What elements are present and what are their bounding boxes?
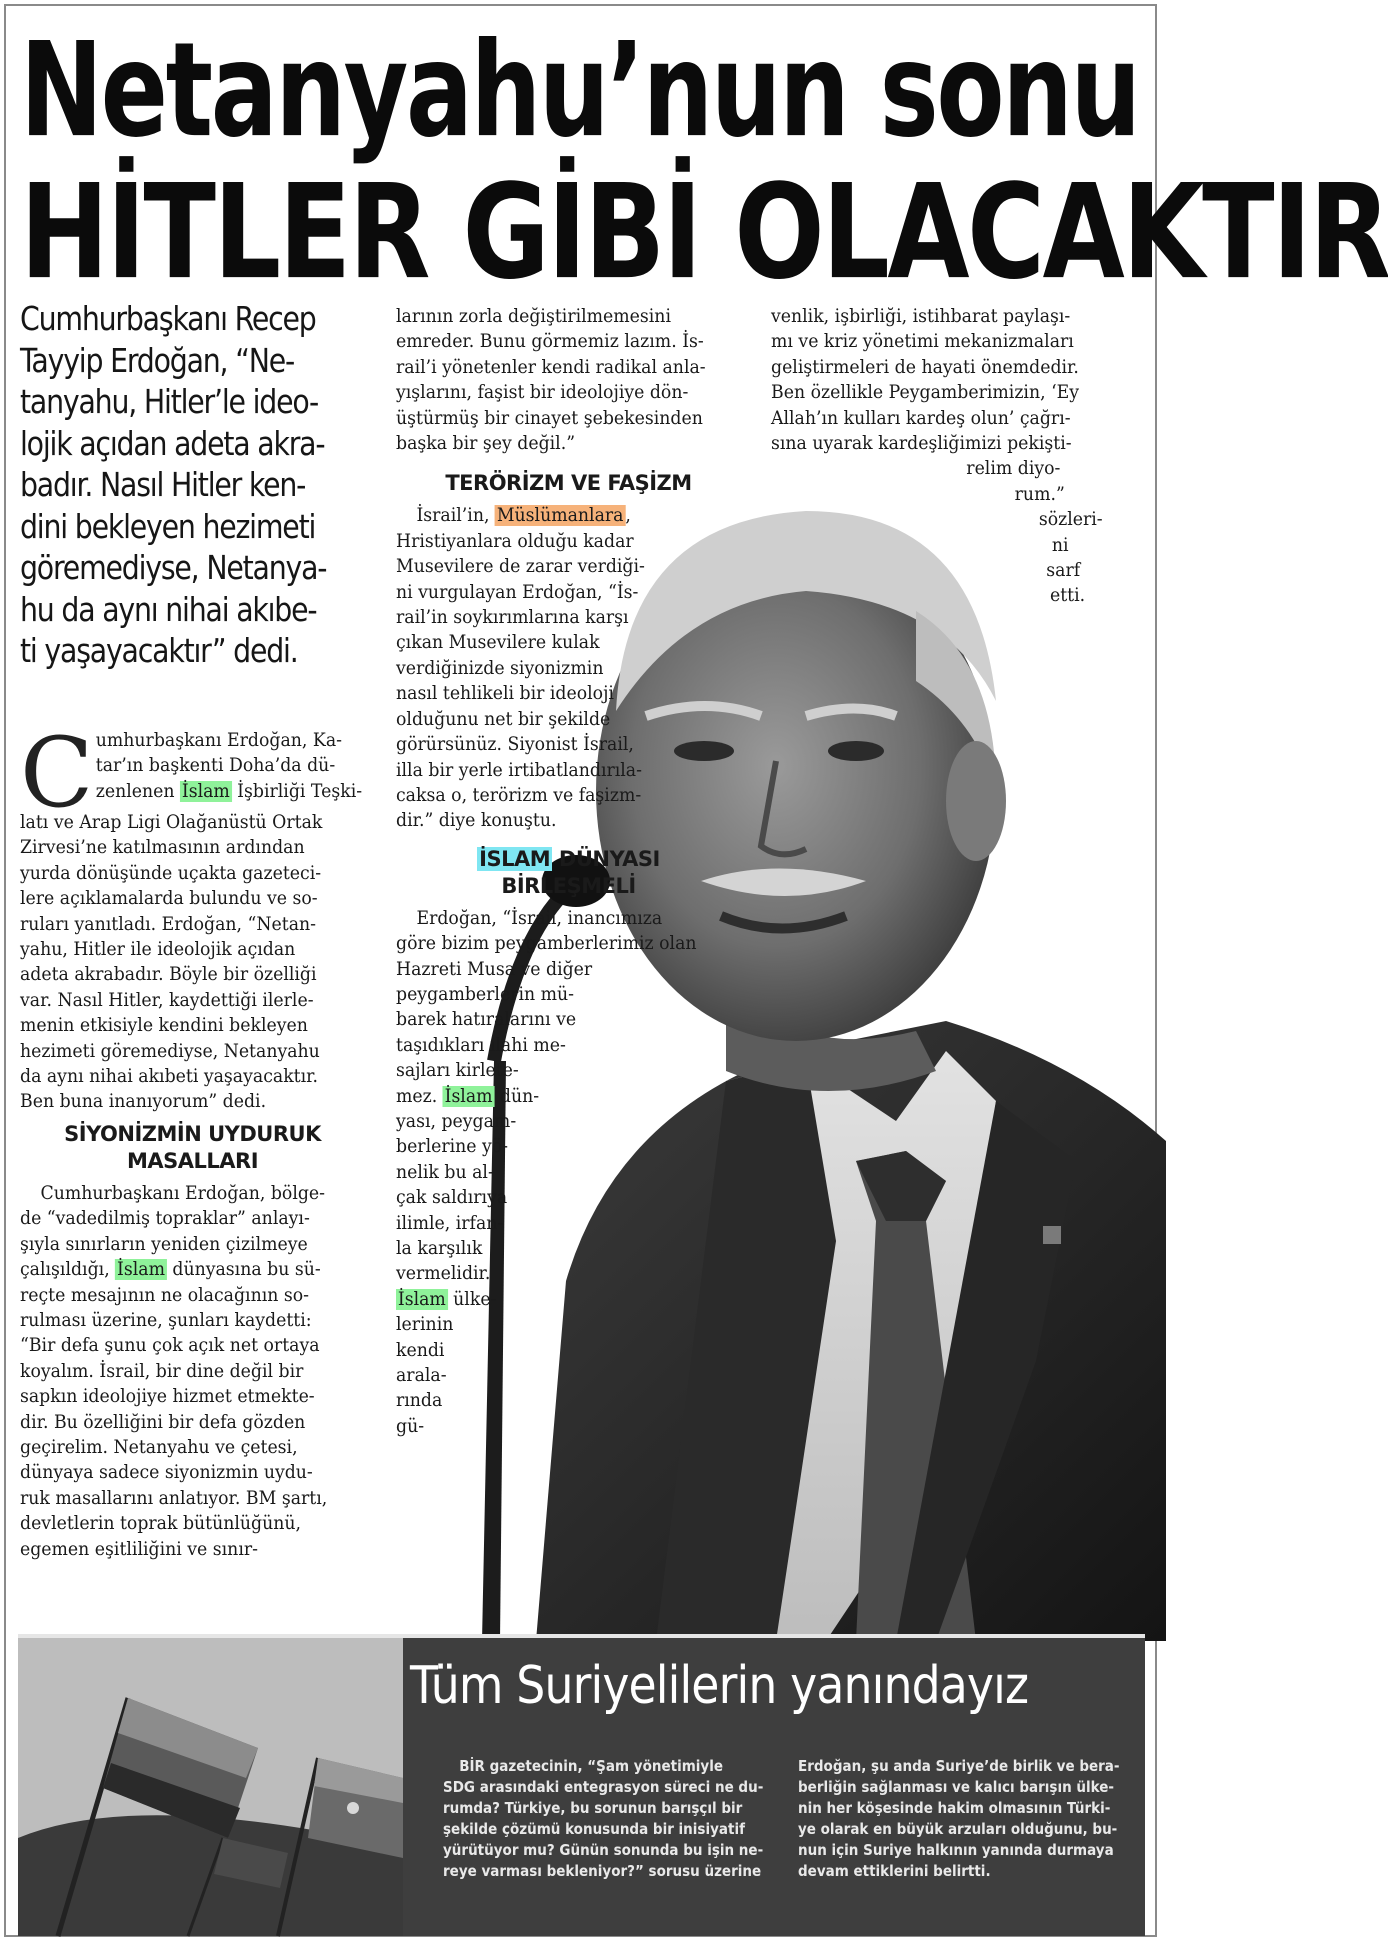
body-line: gü- bbox=[396, 1415, 425, 1437]
body-line: barek hatıralarını ve bbox=[396, 1009, 577, 1031]
body-line: ruk masallarını anlatıyor. BM şartı, bbox=[20, 1487, 328, 1509]
body-line: berliğin sağlanması ve kalıcı barışın ülke- bbox=[798, 1778, 1115, 1796]
body-line: başka bir şey değil.” bbox=[396, 433, 576, 455]
body-line: dir. Bu özelliğini bir defa gözden bbox=[20, 1411, 306, 1433]
lead-paragraph bbox=[20, 298, 380, 672]
article-column-3 bbox=[771, 304, 1133, 609]
body-line: şıyla sınırların yeniden çizilmeye bbox=[20, 1233, 308, 1255]
body-line: kendi bbox=[396, 1339, 445, 1361]
lead-line: lojik açıdan adeta akra- bbox=[20, 423, 325, 463]
body-line: Allah’ın kulları kardeş olun’ çağrı- bbox=[771, 407, 1071, 429]
drop-cap: C bbox=[20, 717, 94, 829]
body-line: da aynı nihai akıbeti yaşayacaktır. bbox=[20, 1066, 319, 1088]
body-line: arala- bbox=[396, 1365, 447, 1387]
body-line: sözleri- bbox=[1038, 509, 1103, 531]
body-line: İslam ülke- bbox=[397, 1288, 497, 1310]
body-line: adeta akrabadır. Böyle bir özelliği bbox=[20, 964, 317, 986]
body-line: larının zorla değiştirilmemesini bbox=[396, 306, 671, 327]
body-line: reçte mesajının ne olacağının so- bbox=[20, 1284, 310, 1306]
body-line: umhurbaşkanı Erdoğan, Ka- bbox=[95, 730, 342, 751]
body-line: zenlenen İslam İşbirliği Teşki- bbox=[95, 780, 363, 802]
body-line: İsrail’in, Müslümanlara , bbox=[416, 505, 631, 527]
body-line: geçirelim. Netanyahu ve çetesi, bbox=[20, 1436, 298, 1458]
body-line: koyalım. İsrail, bir dine değil bir bbox=[20, 1360, 304, 1382]
body-line: çalışıldığı, İslam dünyasına bu sü- bbox=[20, 1259, 321, 1281]
lead-line: ti yaşayacaktır” dedi. bbox=[20, 631, 298, 670]
body-line: mez. İslam dün- bbox=[396, 1085, 540, 1107]
highlight-islam: İslam bbox=[397, 1288, 446, 1310]
body-line: rail’i yönetenler kendi radikal anla- bbox=[396, 356, 706, 378]
body-line: relim diyo- bbox=[966, 458, 1061, 480]
sidebar-story-box bbox=[18, 1634, 1145, 1936]
body-line: latı ve Arap Ligi Olağanüstü Ortak bbox=[20, 812, 323, 833]
lead-line: tanyahu, Hitler’le ideo- bbox=[20, 382, 319, 421]
body-line: berlerine yö- bbox=[396, 1136, 509, 1158]
flags-illustration bbox=[18, 1638, 403, 1936]
body-line: reye varması bekleniyor?” sorusu üzerine bbox=[443, 1862, 762, 1880]
body-line: ruları yanıtladı. Erdoğan, “Netan- bbox=[20, 913, 316, 935]
body-line: rumda? Türkiye, bu sorunun barışçıl bir bbox=[443, 1799, 743, 1817]
body-line: rulması üzerine, şunları kaydetti: bbox=[20, 1309, 312, 1331]
body-line: geliştirmeleri de hayati önemdedir. bbox=[771, 356, 1079, 378]
body-line: menin etkisiyle kendini bekleyen bbox=[20, 1015, 308, 1037]
body-line: nelik bu al- bbox=[396, 1161, 494, 1183]
body-line: vermelidir. bbox=[396, 1263, 491, 1285]
body-line: hezimeti göremediyse, Netanyahu bbox=[20, 1040, 320, 1062]
body-line: nasıl tehlikeli bir ideoloji bbox=[396, 683, 614, 705]
body-line: devam ettiklerini belirtti. bbox=[798, 1862, 991, 1880]
body-line: devletlerin toprak bütünlüğünü, bbox=[20, 1513, 302, 1535]
body-line: sajları kirlete- bbox=[396, 1060, 519, 1082]
body-line: çak saldırıya bbox=[396, 1187, 508, 1209]
newspaper-page bbox=[4, 4, 1388, 1937]
flags-photo bbox=[18, 1638, 403, 1936]
body-line: mı ve kriz yönetimi mekanizmaları bbox=[771, 331, 1074, 353]
body-line: dünyaya sadece siyonizmin uydu- bbox=[20, 1462, 313, 1484]
lead-line: Tayyip Erdoğan, “Ne- bbox=[20, 340, 295, 380]
article-column-2 bbox=[396, 304, 741, 1439]
body-line: şekilde çözümü konusunda bir inisiyatif bbox=[443, 1820, 745, 1838]
highlight-islam: İslam bbox=[181, 780, 230, 802]
body-line: tar’ın başkenti Doha’da dü- bbox=[95, 755, 336, 777]
body-line: göre bizim peygamberlerimiz olan bbox=[396, 933, 697, 955]
sidebar-story-text-right bbox=[798, 1756, 1143, 1882]
body-line: taşıdıkları ilahi me- bbox=[396, 1034, 566, 1056]
body-line: ye olarak en büyük arzuları olduğunu, bu- bbox=[798, 1820, 1118, 1838]
lead-line: Cumhurbaşkanı Recep bbox=[20, 299, 316, 338]
body-line: Zirvesi’ne katılmasının ardından bbox=[20, 837, 305, 859]
body-line: lere açıklamalarda bulundu ve so- bbox=[20, 888, 318, 910]
highlight-islam: İSLAM bbox=[479, 846, 551, 871]
body-line: de “vadedilmiş topraklar” anlayı- bbox=[20, 1208, 310, 1230]
body-line: Erdoğan, “İsrail, inancımıza bbox=[416, 907, 663, 929]
body-line: emreder. Bunu görmemiz lazım. İs- bbox=[396, 331, 704, 353]
body-line: lerinin bbox=[396, 1314, 454, 1336]
body-line: nin her köşesinde hakim olmasının Türki- bbox=[798, 1799, 1111, 1817]
body-line: rum.” bbox=[1014, 483, 1065, 505]
body-line: verdiğinizde siyonizmin bbox=[396, 657, 604, 679]
body-line: olduğunu net bir şekilde bbox=[396, 708, 611, 730]
article-column-1 bbox=[20, 717, 365, 1562]
body-line: ilimle, irfan- bbox=[396, 1212, 504, 1234]
body-line: etti. bbox=[1050, 585, 1086, 607]
body-line: sapkın ideolojiye hizmet etmekte- bbox=[20, 1386, 315, 1408]
sidebar-story-title: Tüm Suriyelilerin yanındayız bbox=[410, 1656, 1029, 1716]
body-line: Hazreti Musa ve diğer bbox=[396, 958, 593, 980]
body-line: yurda dönüşünde uçakta gazeteci- bbox=[20, 862, 322, 884]
body-line: venlik, işbirliği, istihbarat paylaşı- bbox=[771, 306, 1071, 327]
body-line: peygamberlerin mü- bbox=[396, 983, 574, 1005]
body-line: var. Nasıl Hitler, kaydettiği ilerle- bbox=[20, 989, 314, 1011]
body-line: üştürmüş bir cinayet şebekesinden bbox=[396, 407, 703, 429]
highlight-muslumanlara: Müslümanlara bbox=[496, 505, 624, 527]
body-line: Cumhurbaşkanı Erdoğan, bölge- bbox=[40, 1182, 326, 1204]
lead-line: dini bekleyen hezimeti bbox=[20, 506, 316, 546]
sidebar-story-text-left bbox=[443, 1756, 788, 1882]
body-line: rail’in soykırımlarına karşı bbox=[396, 607, 629, 629]
body-line: Erdoğan, şu anda Suriye’de birlik ve bera- bbox=[798, 1757, 1120, 1775]
body-line: çıkan Musevilere kulak bbox=[396, 632, 600, 654]
lead-line: hu da aynı nihai akıbe- bbox=[20, 589, 317, 629]
body-line: sına uyarak kardeşliğimizi pekişti- bbox=[771, 433, 1072, 455]
subheading-islam-dunyasi: İSLAM DÜNYASI BİRLEŞMELİ bbox=[479, 846, 660, 898]
headline-line-1: Netanyahu’nun sonu bbox=[20, 14, 1139, 167]
body-line: dir.” diye konuştu. bbox=[396, 810, 557, 832]
lead-line: badır. Nasıl Hitler ken- bbox=[20, 465, 306, 504]
body-line: yahu, Hitler ile ideolojik açıdan bbox=[20, 939, 296, 961]
body-line: yası, peygam- bbox=[396, 1110, 517, 1132]
body-line: BİR gazetecinin, “Şam yönetimiyle bbox=[459, 1757, 723, 1775]
lead-line: göremediyse, Netanya- bbox=[20, 548, 327, 587]
subheading-siyonizm: SİYONİZMİN UYDURUK MASALLARI bbox=[64, 1121, 321, 1173]
body-line: la karşılık bbox=[396, 1238, 483, 1259]
body-line: Ben buna inanıyorum” dedi. bbox=[20, 1091, 267, 1113]
body-line: Ben özellikle Peygamberimizin, ‘Ey bbox=[771, 382, 1079, 404]
body-line: ni vurgulayan Erdoğan, “İs- bbox=[396, 581, 639, 603]
subheading-terorizm: TERÖRİZM VE FAŞİZM bbox=[445, 471, 692, 496]
body-line: ni bbox=[1051, 534, 1069, 556]
body-line: illa bir yerle irtibatlandırıla- bbox=[396, 759, 642, 781]
body-line: görürsünüz. Siyonist İsrail, bbox=[396, 734, 634, 756]
body-line: rında bbox=[396, 1390, 443, 1412]
body-line: caksa o, terörizm ve faşizm- bbox=[396, 784, 642, 806]
body-line: yışlarını, faşist bir ideolojiye dön- bbox=[396, 382, 689, 404]
body-line: yürütüyor mu? Günün sonunda bu işin ne- bbox=[443, 1841, 764, 1859]
body-line: SDG arasındaki entegrasyon süreci ne du- bbox=[443, 1778, 764, 1796]
body-line: “Bir defa şunu çok açık net ortaya bbox=[20, 1335, 320, 1357]
highlight-islam: İslam bbox=[117, 1259, 166, 1281]
body-line: Hristiyanlara olduğu kadar bbox=[396, 530, 634, 552]
body-line: nun için Suriye halkının yanında durmaya bbox=[798, 1841, 1114, 1859]
body-line: sarf bbox=[1046, 560, 1081, 582]
body-line: egemen eşitliliğini ve sınır- bbox=[20, 1538, 258, 1560]
highlight-islam: İslam bbox=[444, 1085, 493, 1107]
headline-line-2: HİTLER GİBİ OLACAKTIR bbox=[20, 156, 1388, 309]
body-line: Musevilere de zarar verdiği- bbox=[396, 556, 645, 578]
